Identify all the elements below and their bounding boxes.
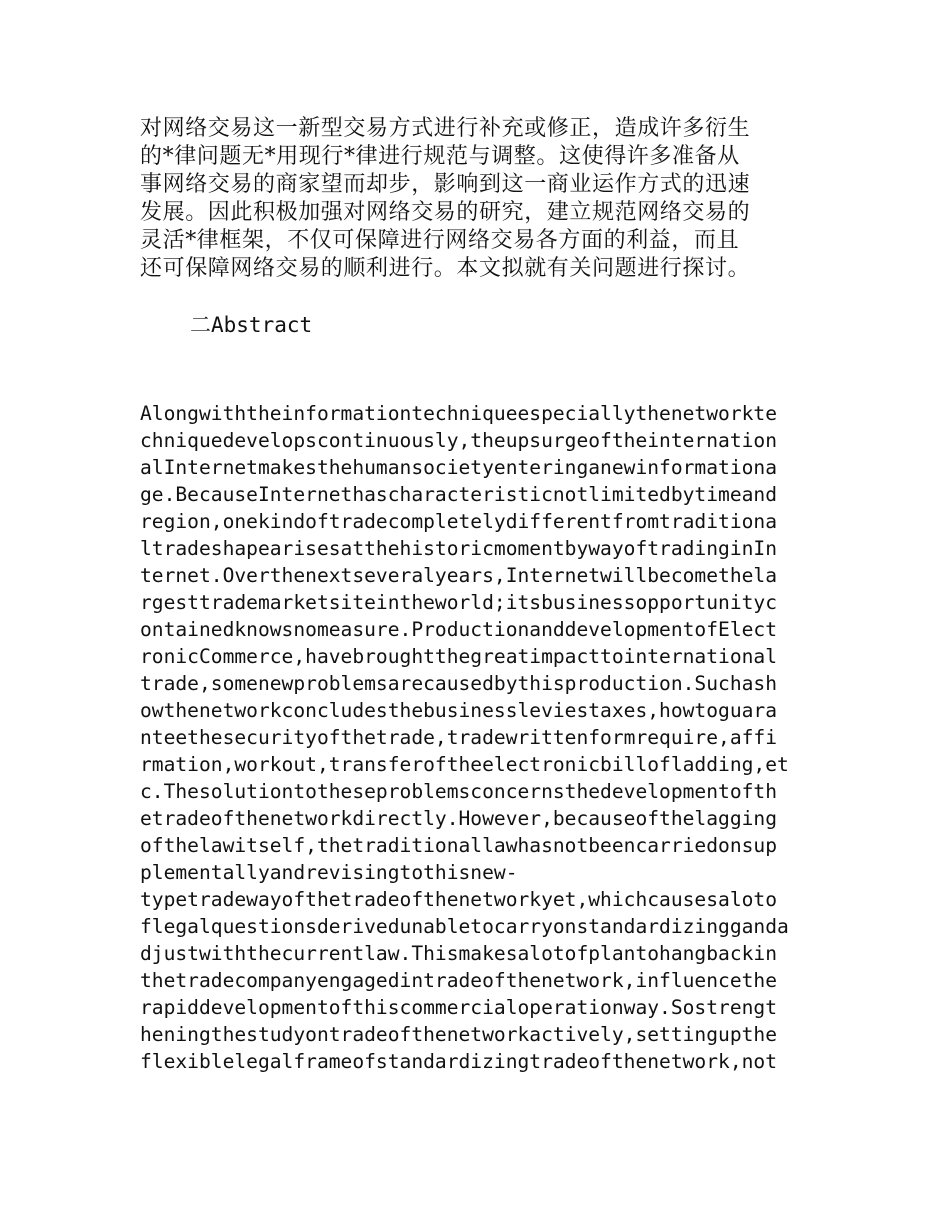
- abstract-line: flexiblelegalframeofstandardizingtradeofthenetwork,not: [140, 1050, 778, 1073]
- abstract-line: rapiddevelopmentofthiscommercialoperationway.Sostrengt: [140, 996, 778, 1019]
- abstract-line: ternet.Overthenextseveralyears,Internetwillbecomethela: [140, 564, 778, 587]
- abstract-line: etradeofthenetworkdirectly.However,becauseofthelagging: [140, 807, 778, 830]
- abstract-line: plementallyandrevisingtothisnew-: [140, 861, 518, 884]
- abstract-line: nteethesecurityofthetrade,tradewrittenformrequire,affi: [140, 726, 778, 749]
- abstract-line: ontainedknowsnomeasure.ProductionanddevelopmentofElect: [140, 618, 778, 641]
- paragraph-line: 还可保障网络交易的顺利进行。本文拟就有关问题进行探讨。: [140, 256, 751, 281]
- abstract-line: rmation,workout,transferoftheelectronicbillofladding,et: [140, 753, 789, 776]
- abstract-line: typetradewayofthetradeofthenetworkyet,whichcausesaloto: [140, 888, 778, 911]
- paragraph-line: 的*律问题无*用现行*律进行规范与调整。这使得许多准备从: [140, 144, 740, 169]
- abstract-line: c.Thesolutiontotheseproblemsconcernsthedevelopmentofth: [140, 780, 778, 803]
- abstract-line: rgesttrademarketsiteintheworld;itsbusinessopportunityc: [140, 591, 778, 614]
- abstract-line: trade,somenewproblemsarecausedbythisproduction.Suchash: [140, 672, 778, 695]
- abstract-line: ronicCommerce,havebroughtthegreatimpacttointernational: [140, 645, 778, 668]
- abstract-line: heningthestudyontradeofthenetworkactively,settingupthe: [140, 1023, 778, 1046]
- abstract-line: ofthelawitself,thetraditionallawhasnotbeencarriedonsup: [140, 834, 778, 857]
- paragraph-line: 灵活*律框架，不仅可保障进行网络交易各方面的利益，而且: [140, 228, 740, 253]
- paragraph-line: 事网络交易的商家望而却步，影响到这一商业运作方式的迅速: [140, 172, 751, 197]
- abstract-line: region,onekindoftradecompletelydifferentfromtraditiona: [140, 510, 778, 533]
- abstract-line: thetradecompanyengagedintradeofthenetwork,influencethe: [140, 969, 778, 992]
- section-heading: 二Abstract: [190, 313, 313, 337]
- abstract-line: djustwiththecurrentlaw.Thismakesalotofplantohangbackin: [140, 942, 778, 965]
- paragraph-line: 对网络交易这一新型交易方式进行补充或修正，造成许多衍生: [140, 116, 751, 141]
- abstract-line: ge.BecauseInternethascharacteristicnotlimitedbytimeand: [140, 483, 778, 506]
- abstract-line: Alongwiththeinformationtechniqueespeciallythenetworkte: [140, 402, 778, 425]
- abstract-line: alInternetmakesthehumansocietyenteringanewinformationa: [140, 456, 778, 479]
- abstract-line: ltradeshapearisesatthehistoricmomentbywayoftradinginIn: [140, 537, 778, 560]
- paragraph-line: 发展。因此积极加强对网络交易的研究，建立规范网络交易的: [140, 200, 751, 225]
- abstract-line: chniquedevelopscontinuously,theupsurgeoftheinternation: [140, 429, 778, 452]
- abstract-line: flegalquestionsderivedunabletocarryonstandardizingganda: [140, 915, 789, 938]
- abstract-line: owthenetworkconcludesthebusinessleviestaxes,howtoguara: [140, 699, 778, 722]
